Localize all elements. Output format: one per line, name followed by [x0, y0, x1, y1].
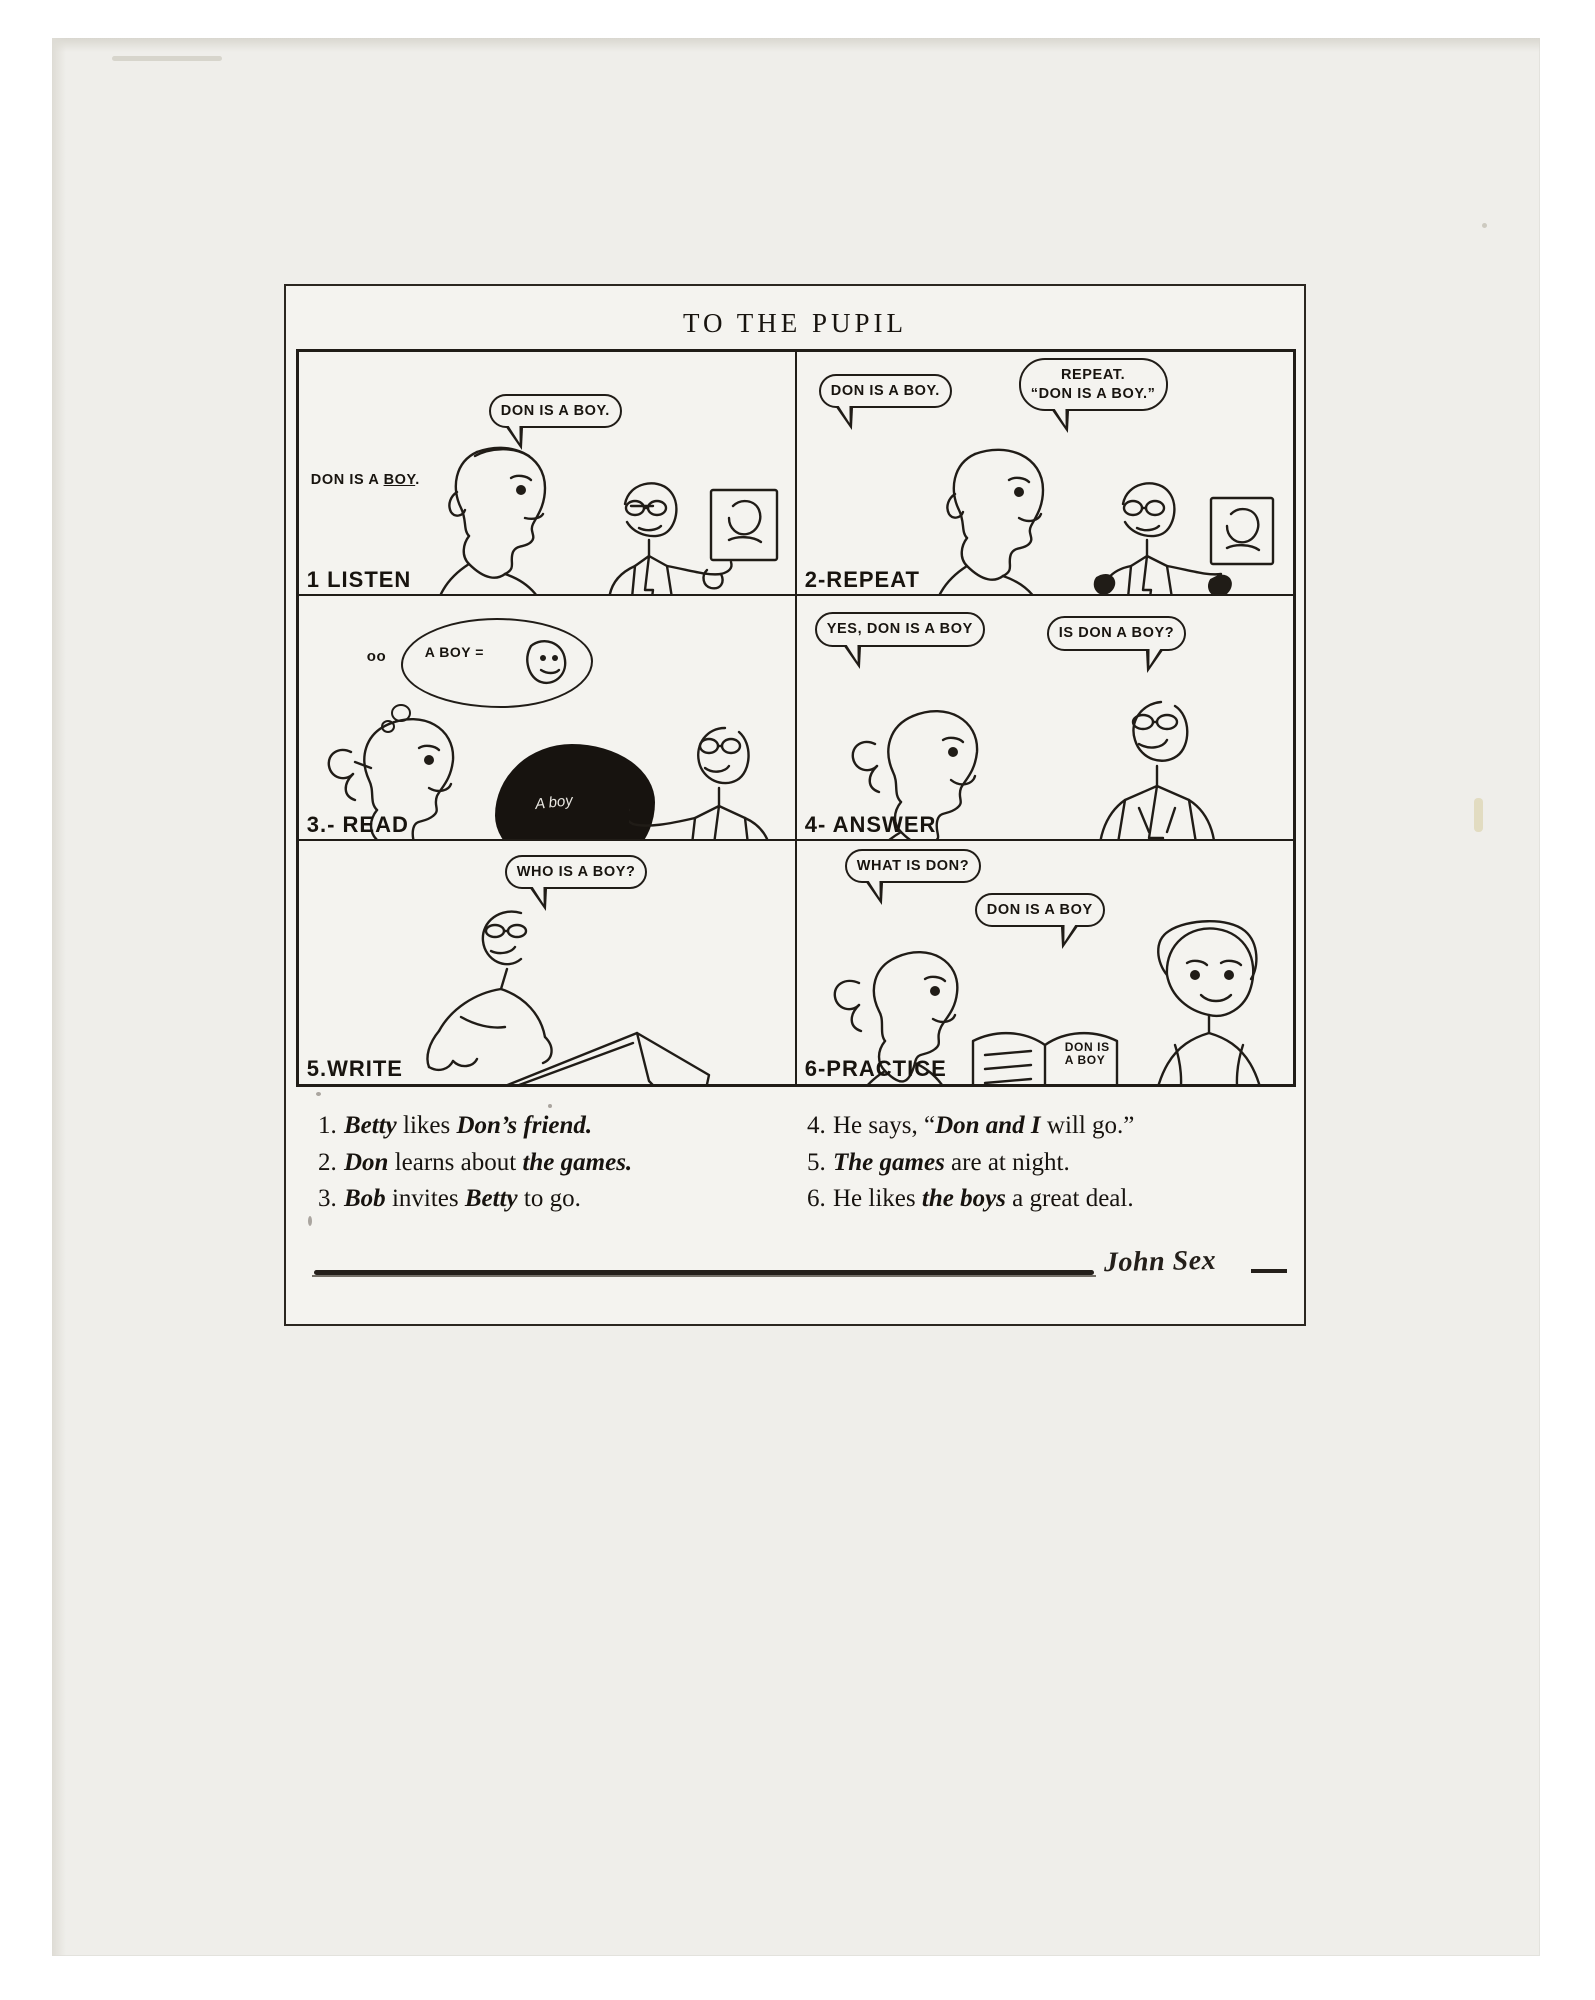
panel-6-speech-bubble-answer: DON IS A BOY: [975, 893, 1105, 927]
photographed-paper-sheet: [52, 38, 1540, 1956]
panel-3-thought-text: A BOY =: [424, 644, 484, 661]
figure-teacher-man: [1093, 470, 1283, 597]
panel-5-label: 5.WRITE: [306, 1056, 403, 1082]
printed-plate: [284, 284, 1306, 1326]
bubble-tail: [1053, 925, 1079, 949]
bubble-tail: [843, 645, 869, 669]
sentence-5: 5. The games are at night.: [807, 1148, 1070, 1176]
panel-6-speech-bubble-question: WHAT IS DON?: [845, 849, 981, 883]
bubble-tail: [1138, 649, 1164, 673]
plate-speck: [548, 1104, 552, 1108]
figure-student-girl-facing: [1113, 917, 1293, 1086]
figure-teacher-seated: [1065, 682, 1255, 841]
paper-blemish: [112, 56, 222, 61]
paper-stain: [1474, 798, 1483, 832]
signature-dash: [1251, 1269, 1287, 1273]
bubble-tail: [1051, 409, 1077, 433]
panel-2-speech-bubble-teacher: REPEAT. “DON IS A BOY.”: [1019, 358, 1168, 412]
panel-3-read: [297, 594, 798, 841]
figure-student-girl: [417, 432, 587, 597]
desk-and-paper: [397, 1027, 717, 1086]
sentence-column-left: [318, 1108, 785, 1223]
bubble-tail: [865, 881, 891, 905]
plate-speck: [316, 1092, 321, 1096]
panel-3-blob-text: A boy: [533, 792, 574, 814]
sheet-shadow-left: [52, 38, 66, 1956]
plate-speck: [308, 1216, 312, 1226]
panel-3-thought-bubble: [401, 618, 593, 708]
sentence-4: 4. He says, “Don and I will go.”: [807, 1112, 1135, 1139]
panel-2-label: 2-REPEAT: [804, 566, 920, 592]
panel-1-label: 1 LISTEN: [306, 566, 412, 592]
page-title: TO THE PUPIL: [682, 308, 907, 338]
panel-5-write: [297, 839, 798, 1086]
sentence-6: 6. He likes the boys a great deal.: [807, 1185, 1134, 1212]
panel-3-thought-dots: oo: [366, 648, 387, 666]
panel-3-label: 3.- READ: [306, 811, 409, 837]
sentence-3: 3. Bob invites Betty to go.: [318, 1185, 581, 1212]
panel-1-listen: [297, 350, 798, 597]
panel-6-label: 6-PRACTICE: [804, 1056, 947, 1082]
figure-student-girl: [915, 434, 1085, 597]
signature-rule-shadow: [312, 1275, 1096, 1277]
panel-6-book-text: DON IS A BOY: [1064, 1040, 1110, 1068]
sentence-exercise-block: [296, 1098, 1296, 1223]
thought-face-sketch: [403, 620, 591, 706]
panel-4-answer: [795, 594, 1296, 841]
panel-4-label: 4- ANSWER: [804, 811, 937, 837]
panel-1-plain-text: DON IS A BOY.: [310, 471, 420, 488]
panel-2-repeat: [795, 350, 1296, 597]
artist-signature: John Sex: [1103, 1244, 1217, 1279]
sentence-column-right: [807, 1108, 1274, 1223]
figure-teacher-holding-card: [629, 706, 798, 841]
figure-teacher-man: [595, 470, 785, 597]
sheet-shadow-top: [52, 38, 1540, 52]
panel-5-speech-bubble: WHO IS A BOY?: [505, 855, 648, 889]
paper-speck: [1482, 223, 1487, 228]
panel-6-practice: [795, 839, 1296, 1086]
panel-1-speech-bubble: DON IS A BOY.: [489, 394, 622, 428]
bubble-tail: [835, 406, 861, 430]
sentence-2: 2. Don learns about the games.: [318, 1148, 633, 1176]
sentence-1: 1. Betty likes Don’s friend.: [318, 1112, 593, 1139]
comic-panel-grid: [296, 349, 1296, 1087]
panel-2-speech-bubble-student: DON IS A BOY.: [819, 374, 952, 408]
panel-4-speech-bubble-student: YES, DON IS A BOY: [815, 612, 985, 646]
panel-4-speech-bubble-teacher: IS DON A BOY?: [1047, 616, 1186, 650]
